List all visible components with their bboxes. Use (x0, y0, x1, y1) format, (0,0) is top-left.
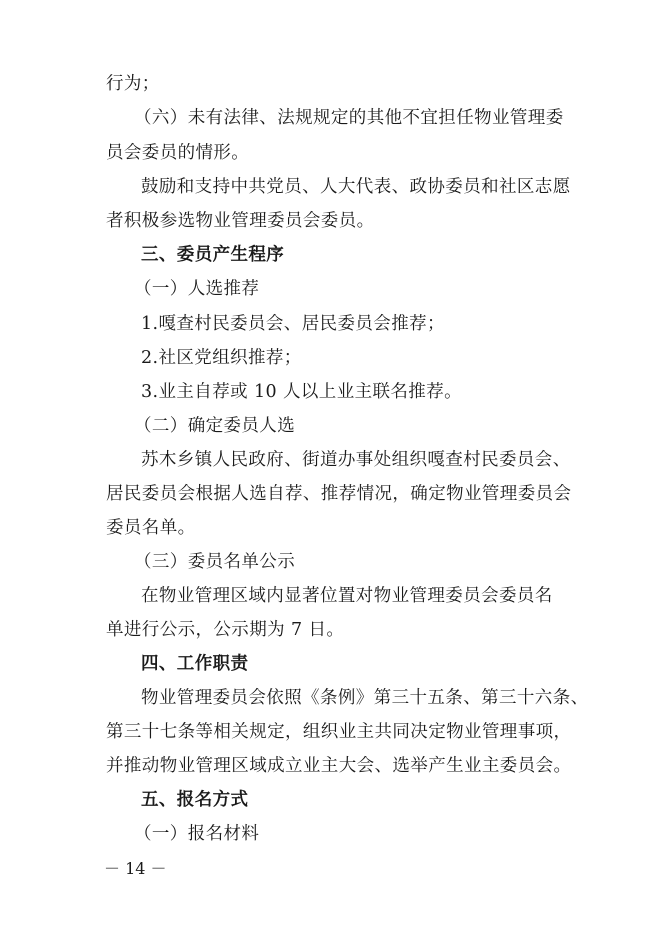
list-item: 1.嘎查村民委员会、居民委员会推荐； (141, 314, 445, 334)
text-line: 单进行公示，公示期为 7 日。 (106, 620, 345, 640)
text-line: 苏木乡镇人民政府、街道办事处组织嘎查村民委员会、 (141, 450, 571, 470)
text-line: 者积极参选物业管理委员会委员。 (106, 211, 375, 231)
subsection-heading: （二）确定委员人选 (134, 416, 296, 436)
page-number: － 14 － (104, 859, 167, 878)
text-line: 物业管理委员会依照《条例》第三十五条、第三十六条、 (141, 688, 589, 708)
text-line: （六）未有法律、法规规定的其他不宜担任物业管理委 (134, 108, 564, 128)
list-item: 2.社区党组织推荐； (141, 348, 302, 368)
subsection-heading: （三）委员名单公示 (134, 552, 296, 572)
text-line: 员会委员的情形。 (106, 143, 250, 163)
section-heading: 三、委员产生程序 (141, 245, 285, 265)
text-line: 在物业管理区域内显著位置对物业管理委员会委员名 (141, 586, 553, 606)
text-line: 委员名单。 (106, 518, 196, 538)
section-heading: 四、工作职责 (141, 654, 249, 674)
subsection-heading: （一）人选推荐 (134, 279, 260, 299)
subsection-heading: （一）报名材料 (134, 824, 260, 844)
text-line: 并推动物业管理区域成立业主大会、选举产生业主委员会。 (106, 756, 572, 776)
text-line: 第三十七条等相关规定，组织业主共同决定物业管理事项， (106, 722, 572, 742)
text-line: 居民委员会根据人选自荐、推荐情况，确定物业管理委员会 (106, 484, 572, 504)
section-heading: 五、报名方式 (141, 790, 249, 810)
text-line: 鼓励和支持中共党员、人大代表、政协委员和社区志愿 (141, 177, 571, 197)
list-item: 3.业主自荐或 10 人以上业主联名推荐。 (141, 382, 462, 402)
text-line: 行为； (106, 74, 160, 94)
